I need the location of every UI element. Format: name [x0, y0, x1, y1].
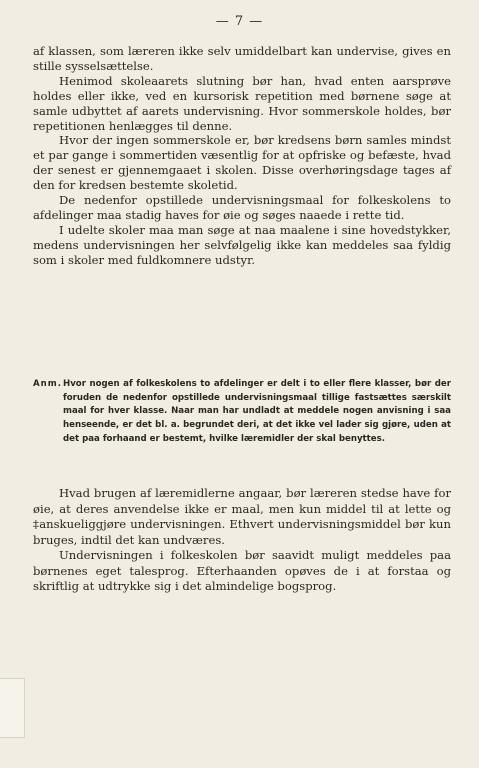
note-text: Hvor nogen af folkeskolens to afdelinger er delt i to eller flere klasser, bør der foruden de nedenfor opstillede undervisningsmaal tillige fastsættes særskilt maal for hver klasse. Naar man har undladt at meddele nogen anvisning i saa henseende, er det bl. a. begrundet deri, at det ikke vel lader sig gjøre, uden at det paa forhaand er bestemt, hvilke læremidler der skal benyttes. [63, 379, 451, 444]
body-text-upper [33, 44, 451, 268]
page-number: — 7 — [215, 14, 264, 29]
paragraph-repetition: Henimod skoleaarets slutning bør han, hvad enten aarsprøve holdes eller ikke, ved en kursorisk repetition med børnene søge at samle udbyttet af aarets undervisning. Hvor sommerskole holdes, bør repetitionen henlægges til denne. [33, 73, 451, 133]
paragraph-udelte-skoler: I udelte skoler maa man søge at naa maalene i sine hovedstykker, medens undervisningen her selvfølgelig ikke kan meddeles saa fyldig som i skoler med fuldkomnere udstyr. [33, 222, 451, 267]
paragraph-undervisningsmaal: De nedenfor opstillede undervisningsmaal for folkeskolens to afdelinger maa stadig haves for øie og søges naaede i rette tid. [33, 193, 451, 222]
paragraph-talesprog: Undervisningen i folkeskolen bør saavidt muligt meddeles paa børnenes eget talesprog. Efterhaanden opøves de i at forstaa og skriftlig at udtrykke sig i det almindelige bogsprog. [33, 548, 451, 593]
paragraph-laeremidler: Hvad brugen af læremidlerne angaar, bør læreren stedse have for øie, at deres anvendelse ikke er maal, men kun middel til at lette og ‡anskueliggjøre undervisningen. Ethvert undervisningsmiddel bør kun bruges, indtil det kan undværes. [33, 486, 451, 547]
footnote-anm [33, 378, 451, 447]
note-label: Anm. [33, 379, 62, 389]
page-edge-tab [0, 678, 25, 738]
paragraph-sommerskole: Hvor der ingen sommerskole er, bør kredsens børn samles mindst et par gange i sommertiden væsentlig for at opfriske og befæste, hvad der senest er gjennemgaaet i skolen. Disse overhøringsdage tages af den for kredsen bestemte skoletid. [33, 133, 451, 193]
body-text-lower [33, 486, 451, 595]
paragraph-continuation: af klassen, som læreren ikke selv umiddelbart kan undervise, gives en stille sysselsættelse. [33, 44, 451, 73]
